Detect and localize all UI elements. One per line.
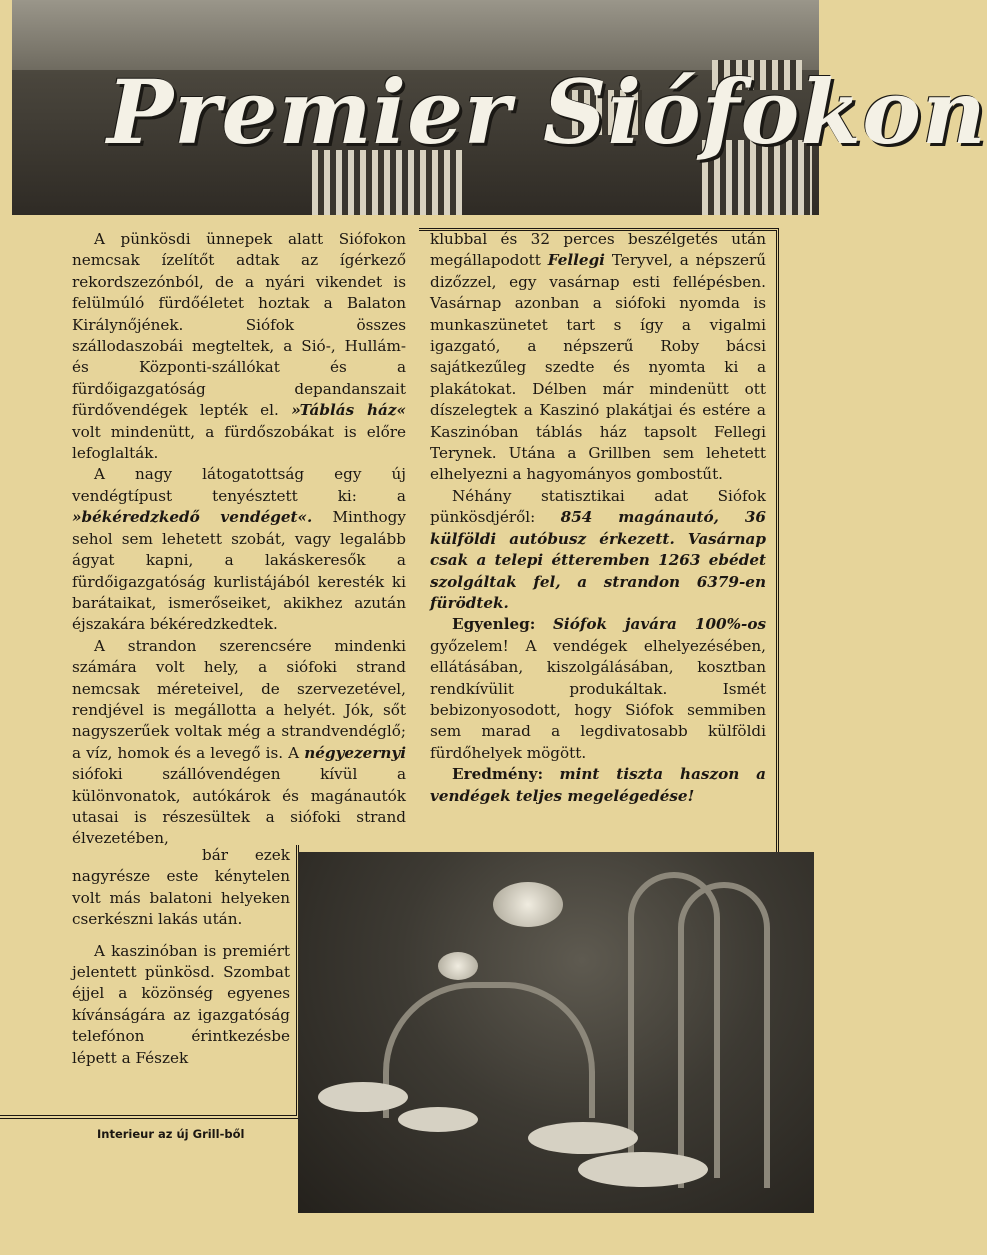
window-arch: [383, 982, 595, 1118]
dining-table: [578, 1152, 708, 1187]
paragraph: A pünkösdi ünnepek alatt Siófokon nemcsak ízelítőt adtak az ígérkező rekordszezónból, de a nyári vikendet is felülmúló fürdőéletet hoztak a Balaton Királynőjének. Siófok összes szállodaszobái megteltek, a Sió-, Hullám- és Központi-szállókat és a fürdőigazgatóság depandanszait fürdővendégek lepték el. »Táblás ház« volt mindenütt, a fürdőszobákat is előre lefoglalták.: [72, 230, 406, 463]
photo-caption: Interieur az új Grill-ből: [97, 1127, 245, 1141]
ceiling-lamp: [438, 952, 478, 980]
paragraph: bár ezek nagyrésze este kénytelen volt más balatoni helyeken cserkészni lakás után.: [72, 846, 290, 929]
paragraph: A nagy látogatottság egy új vendégtípust tenyésztett ki: a »békéredzkedő vendéget«. Minthogy sehol sem lehetett szobát, vagy legalább ágyat kapni, a lakáskeresők a fürdőigazgatóság kurlistájából keresték ki barátaikat, ismerőseiket, akikhez azután éjszakára békéredzkedtek.: [72, 465, 406, 634]
header-photo: [12, 0, 987, 215]
paragraph: A kaszinóban is premiért jelentett pünkösd. Szombat éjjel a közönség egyenes kívánságára az igazgatóság telefónon érintkezésbe lépett a Fészek: [72, 941, 290, 1067]
grill-interior-photo: [298, 852, 814, 1213]
paragraph: Eredmény: mint tiszta haszon a vendégek teljes megelégedése!: [430, 765, 766, 805]
window-arch: [678, 882, 770, 1188]
paragraph: Néhány statisztikai adat Siófok pünkösdjéről: 854 magánautó, 36 külföldi autóbusz érkezett. Vasárnap csak a telepi étteremben 1263 ebédet szolgáltak fel, a strandon 6379-en fürödtek.: [430, 486, 766, 612]
paragraph: Egyenleg: Siófok javára 100%-os győzelem! A vendégek elhelyezésében, ellátásában, kiszolgálásában, kosztban rendkívülit produkáltak. Ismét bebizonyosodott, hogy Siófok semmiben sem marad a legdivatosabb külföldi fürdőhelyek mögött.: [430, 615, 767, 762]
dining-table: [528, 1122, 638, 1154]
ceiling-lamp: [493, 882, 563, 927]
dining-table: [398, 1107, 478, 1132]
left-narrow-column: [72, 845, 290, 1069]
right-column: [430, 229, 766, 807]
paragraph: A strandon szerencsére mindenki számára volt hely, a siófoki strand nemcsak méreteivel, de szervezetével, rendjével is megállotta a helyét. Jók, sőt nagyszerűek voltak még a strandvendéglő; a víz, homok és a levegő is. A négyezernyi siófoki szállóvendégen kívül a különvonatok, autókárok és magánautók utasai is részesültek a siófoki strand élvezetében,: [72, 636, 406, 848]
dining-table: [318, 1082, 408, 1112]
left-column: [72, 229, 406, 850]
paragraph: klubbal és 32 perces beszélgetés után megállapodott Fellegi Teryvel, a népszerű dizőzzel, egy vasárnap esti fellépésben. Vasárnap azonban a siófoki nyomda is munkaszünetet tart s így a vigalmi igazgató, a népszerű Roby bácsi sajátkezűleg szedte és nyomta ki a plakátokat. Délben már mindenütt ott díszelegtek a Kaszinó plakátjai és estére a Kaszinóban táblás ház tapsolt Fellegi Terynek. Utána a Grillben sem lehetett elhelyezni a hagyományos gombostűt.: [430, 230, 766, 484]
page-title: Premier Siófokon: [107, 60, 987, 164]
